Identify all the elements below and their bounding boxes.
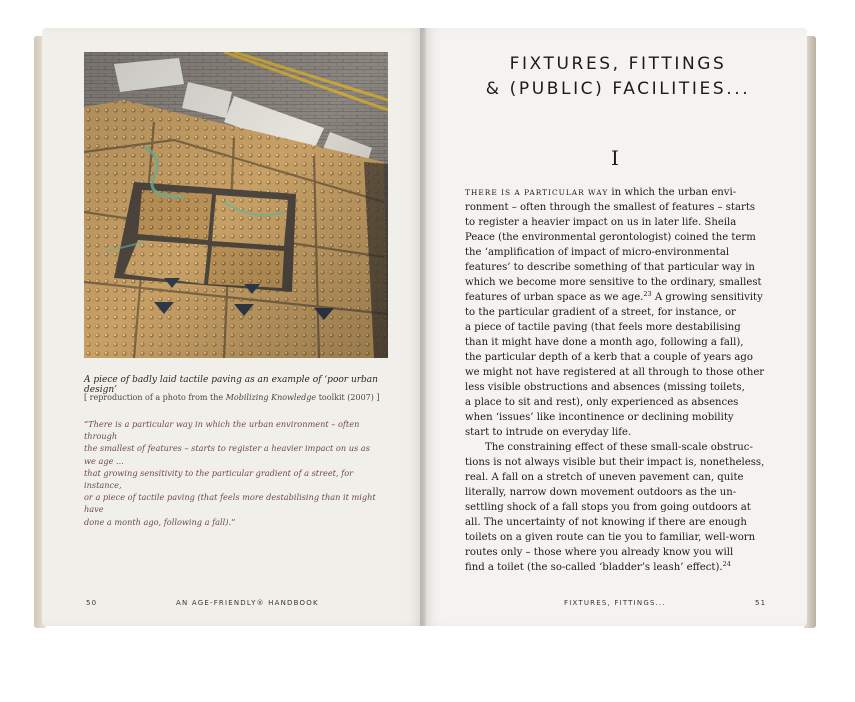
text-line <box>465 185 781 200</box>
text-line: to register a heavier impact on us in later life. Sheila <box>465 217 737 228</box>
chapter-title <box>453 52 783 102</box>
photo-caption: A piece of badly laid tactile paving as an example of ‘poor urban design’ <box>84 375 378 395</box>
quote-line: or a piece of tactile paving (that feels more destabilising than it might have <box>84 492 376 515</box>
running-head-right: FIXTURES, FITTINGS... <box>564 599 666 607</box>
left-page <box>42 28 427 626</box>
quote-line: that growing sensitivity to the particular gradient of a street, for instance, <box>84 467 354 491</box>
text-line: the ‘amplification of impact of micro-environmental <box>465 247 730 258</box>
chapter-title-line: & (PUBLIC) FACILITIES... <box>485 79 751 99</box>
running-head-left: AN AGE-FRIENDLY® HANDBOOK <box>176 599 319 607</box>
text-line: we might not have registered at all through to those other <box>465 367 765 378</box>
quote-line: the smallest of features – starts to register a heavier impact on us as we age ... <box>84 443 370 466</box>
text-line: features’ to describe something of that particular way in <box>465 262 755 273</box>
text-line: to the particular gradient of a street, for instance, or <box>465 307 736 318</box>
text-line: literally, narrow down movement outdoors as the un- <box>465 487 737 498</box>
text-line: all. The uncertainty of not knowing if there are enough <box>465 517 747 528</box>
pull-quote <box>84 418 384 528</box>
text-line: tions is not always visible but their impact is, nonetheless, <box>465 457 765 468</box>
text-line <box>465 290 781 305</box>
footnote-marker[interactable]: 23 <box>643 290 652 298</box>
right-page <box>423 28 807 626</box>
page-number-left: 50 <box>86 599 98 607</box>
page-number-right: 51 <box>755 599 767 607</box>
tactile-paving-photo <box>84 52 388 358</box>
text-line: a piece of tactile paving (that feels more destabilising <box>465 322 741 333</box>
text-line: the particular depth of a kerb that a couple of years ago <box>465 352 753 363</box>
text-line: settling shock of a fall stops you from going outdoors at <box>465 502 751 513</box>
lead-in: THERE IS A PARTICULAR WAY <box>465 188 609 197</box>
body-text <box>465 185 781 575</box>
chapter-title-line: FIXTURES, FITTINGS <box>509 54 727 74</box>
footnote-marker[interactable]: 24 <box>722 560 731 568</box>
credit-title: Mobilizing Knowledge <box>225 393 317 402</box>
credit-suffix: toolkit (2007) ] <box>316 393 380 402</box>
book-gutter <box>420 28 426 626</box>
photo-credit <box>84 393 384 402</box>
text-fragment: find a toilet (the so-called ‘bladder’s leash’ effect). <box>465 562 723 573</box>
credit-prefix: [ reproduction of a photo from the <box>84 393 226 402</box>
text-line <box>465 560 781 575</box>
text-fragment: A growing sensitivity <box>651 292 763 303</box>
text-line: when ‘issues’ like incontinence or declining mobility <box>465 412 734 423</box>
text-line: toilets on a given route can tie you to familiar, well-worn <box>465 532 756 543</box>
text-line: start to intrude on everyday life. <box>465 427 632 438</box>
quote-line: “There is a particular way in which the urban environment – often through <box>84 419 360 442</box>
text-line: routes only – those where you already know you will <box>465 547 734 558</box>
text-line: a place to sit and rest), only experienced as absences <box>465 397 739 408</box>
text-line: than it might have done a month ago, following a fall), <box>465 337 744 348</box>
text-fragment: in which the urban envi- <box>608 187 737 198</box>
text-line: The constraining effect of these small-scale obstruc- <box>485 442 753 453</box>
text-fragment: features of urban space as we age. <box>465 292 644 303</box>
quote-line: done a month ago, following a fall).” <box>84 516 236 527</box>
text-line: real. A fall on a stretch of uneven pavement can, quite <box>465 472 744 483</box>
text-line: Peace (the environmental gerontologist) coined the term <box>465 232 756 243</box>
section-number: I <box>611 146 619 170</box>
text-line: less visible obstructions and absences (missing toilets, <box>465 382 745 393</box>
text-line: which we become more sensitive to the ordinary, smallest <box>465 277 762 288</box>
open-book <box>34 28 816 630</box>
text-line: ronment – often through the smallest of features – starts <box>465 202 756 213</box>
